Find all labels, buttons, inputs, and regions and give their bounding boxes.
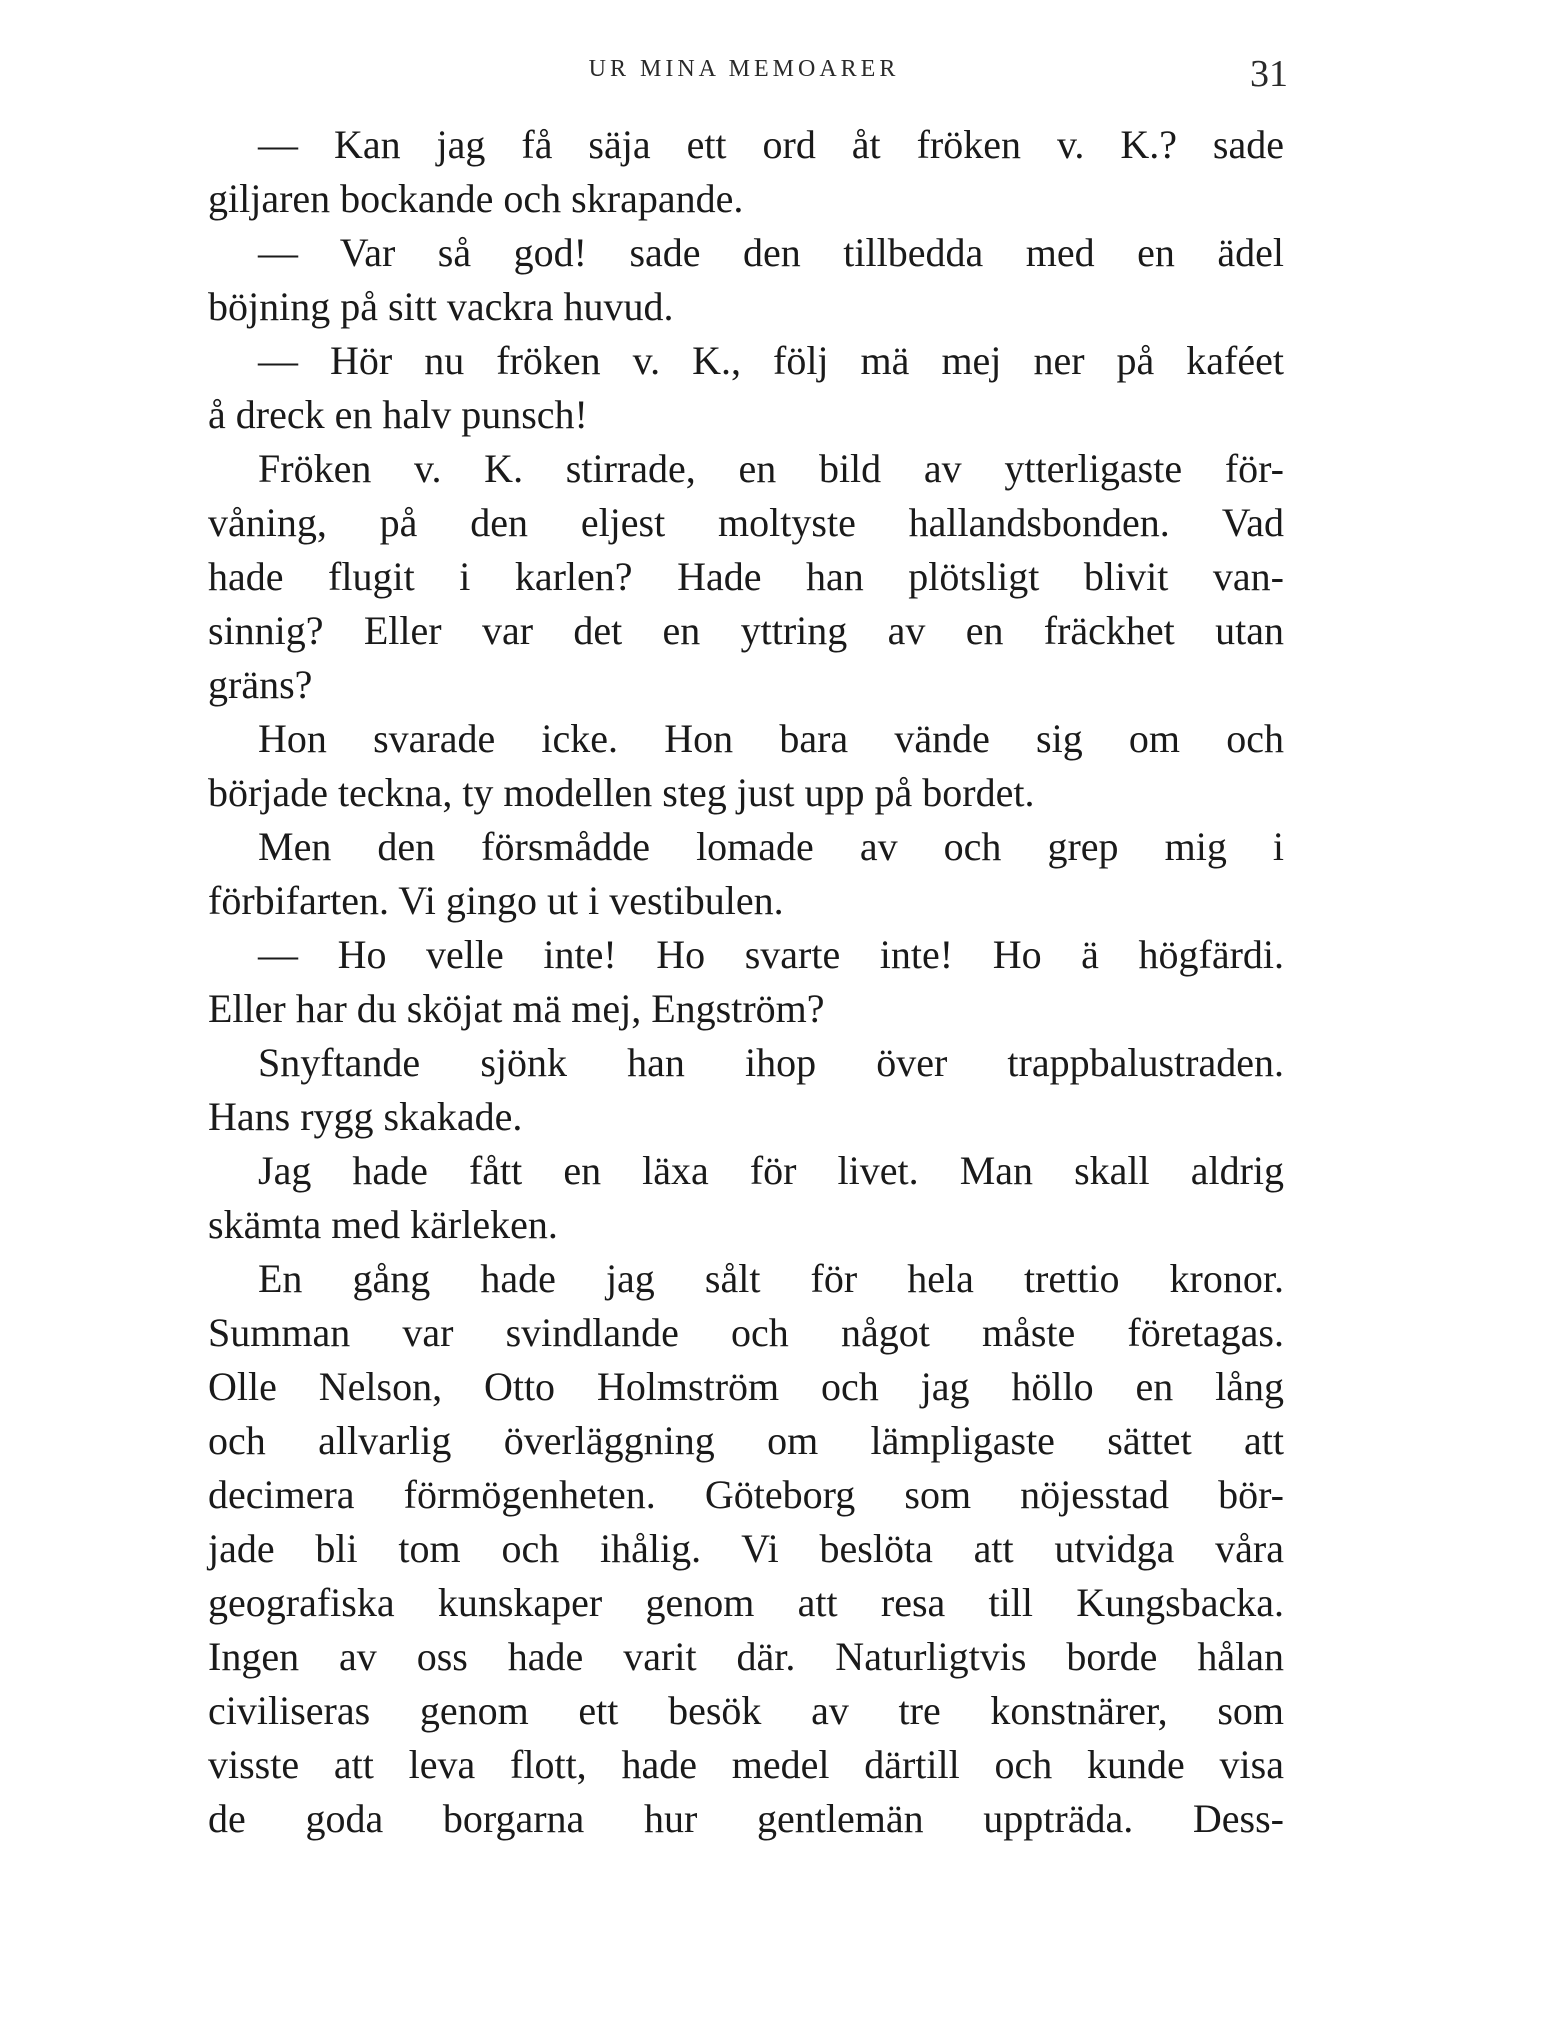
text-line: jade bli tom och ihålig. Vi beslöta att utvidga våra (208, 1526, 1284, 1571)
text-line: böjning på sitt vackra huvud. (208, 284, 674, 329)
running-head (200, 53, 1288, 96)
text-line: skämta med kärleken. (208, 1202, 558, 1247)
text-line: våning, på den eljest moltyste hallandsbonden. Vad (208, 500, 1284, 545)
text-line: Hon svarade icke. Hon bara vände sig om och (258, 716, 1284, 761)
text-line: — Var så god! sade den tillbedda med en ädel (258, 230, 1284, 275)
text-line: visste att leva flott, hade medel därtill och kunde visa (208, 1742, 1284, 1787)
text-line: gräns? (208, 662, 313, 707)
text-line: Men den försmådde lomade av och grep mig i (258, 824, 1284, 869)
text-line: sinnig? Eller var det en yttring av en fräckhet utan (208, 608, 1284, 653)
text-line: En gång hade jag sålt för hela trettio kronor. (258, 1256, 1284, 1301)
text-line: — Ho velle inte! Ho svarte inte! Ho ä högfärdi. (258, 932, 1284, 977)
text-line: och allvarlig överläggning om lämpligaste sättet att (208, 1418, 1284, 1463)
text-line: giljaren bockande och skrapande. (208, 176, 744, 221)
text-line: Hans rygg skakade. (208, 1094, 523, 1139)
text-line: förbifarten. Vi gingo ut i vestibulen. (208, 878, 784, 923)
text-line: började teckna, ty modellen steg just upp på bordet. (208, 770, 1035, 815)
page-number: 31 (1250, 53, 1288, 95)
text-line: Snyftande sjönk han ihop över trappbalustraden. (258, 1040, 1284, 1085)
text-line: — Hör nu fröken v. K., följ mä mej ner på kaféet (258, 338, 1284, 383)
running-title: UR MINA MEMOARER (588, 56, 900, 82)
text-line: å dreck en halv punsch! (208, 392, 588, 437)
text-line: civiliseras genom ett besök av tre konstnärer, som (208, 1688, 1284, 1733)
text-line: de goda borgarna hur gentlemän uppträda. Dess- (208, 1796, 1284, 1841)
text-line: Ingen av oss hade varit där. Naturligtvis borde hålan (208, 1634, 1284, 1679)
text-line: Olle Nelson, Otto Holmström och jag höllo en lång (208, 1364, 1284, 1409)
text-line: Eller har du sköjat mä mej, Engström? (208, 986, 825, 1031)
text-line: — Kan jag få säja ett ord åt fröken v. K.? sade (258, 122, 1284, 167)
text-line: Summan var svindlande och något måste företagas. (208, 1310, 1284, 1355)
text-line: hade flugit i karlen? Hade han plötsligt blivit van- (208, 554, 1284, 599)
text-line: decimera förmögenheten. Göteborg som nöjesstad bör- (208, 1472, 1284, 1517)
text-line: Jag hade fått en läxa för livet. Man skall aldrig (258, 1148, 1284, 1193)
text-line: Fröken v. K. stirrade, en bild av ytterligaste för- (258, 446, 1284, 491)
text-line: geografiska kunskaper genom att resa till Kungsbacka. (208, 1580, 1284, 1625)
body-text (208, 118, 1284, 1846)
